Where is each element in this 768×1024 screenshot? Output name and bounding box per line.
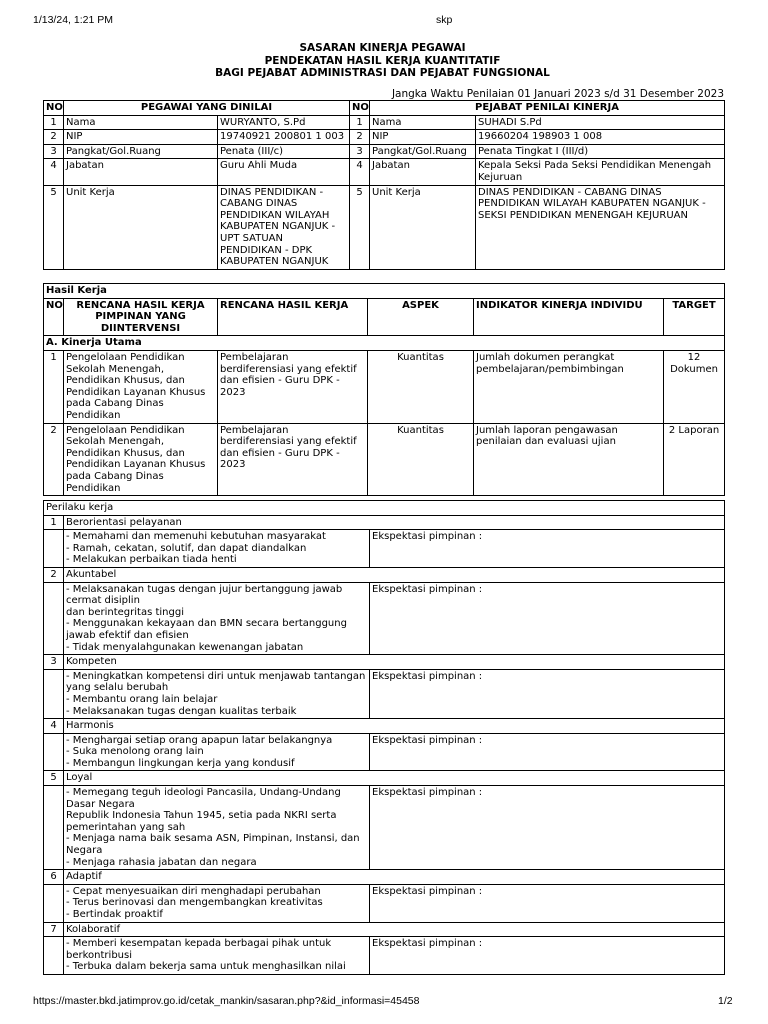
rhk-pimpinan-cell: Pengelolaan Pendidikan Sekolah Menengah, Pendidikan Khusus, dan Pendidikan Layanan Khusus pada Cabang Dinas Pendidikan <box>64 423 218 496</box>
col-no: NO <box>44 298 64 336</box>
assessment-period: Jangka Waktu Penilaian 01 Januari 2023 s/d 31 Desember 2023 <box>391 88 724 100</box>
col-indikator: INDIKATOR KINERJA INDIVIDU <box>474 298 664 336</box>
print-timestamp: 1/13/24, 1:21 PM <box>33 14 113 26</box>
penilai-label: Unit Kerja <box>370 185 476 269</box>
aspek-cell: Kuantitas <box>368 350 474 423</box>
empty-cell <box>44 937 64 975</box>
perilaku-description: - Memberi kesempatan kepada berbagai pihak untuk berkontribusi - Terbuka dalam bekerja sama untuk menghasilkan nilai <box>64 937 370 975</box>
perilaku-title-row <box>44 515 725 530</box>
title-line-3: BAGI PEJABAT ADMINISTRASI DAN PEJABAT FUNGSIONAL <box>215 67 550 79</box>
perilaku-detail-row <box>44 786 725 870</box>
row-no: 2 <box>44 567 64 582</box>
target-cell: 2 Laporan <box>664 423 725 496</box>
penilai-label: NIP <box>370 130 476 145</box>
col-target: TARGET <box>664 298 725 336</box>
row-no: 1 <box>44 515 64 530</box>
row-no: 1 <box>44 350 64 423</box>
row-no-2: 1 <box>350 115 370 130</box>
perilaku-title: Akuntabel <box>64 567 725 582</box>
hasil-row <box>44 350 725 423</box>
perilaku-title: Harmonis <box>64 719 725 734</box>
empty-cell <box>44 669 64 718</box>
perilaku-title-row <box>44 567 725 582</box>
ekspektasi-pimpinan: Ekspektasi pimpinan : <box>370 937 725 975</box>
ekspektasi-pimpinan: Ekspektasi pimpinan : <box>370 786 725 870</box>
rhk-cell: Pembelajaran berdiferensiasi yang efektif dan efisien - Guru DPK - 2023 <box>218 350 368 423</box>
perilaku-title: Adaptif <box>64 870 725 885</box>
aspek-cell: Kuantitas <box>368 423 474 496</box>
print-tab-title: skp <box>436 14 453 26</box>
perilaku-detail-row <box>44 733 725 771</box>
pegawai-row <box>44 159 725 185</box>
pegawai-label: Unit Kerja <box>64 185 218 269</box>
empty-cell <box>44 786 64 870</box>
row-no: 1 <box>44 115 64 130</box>
target-cell: 12 Dokumen <box>664 350 725 423</box>
perilaku-title: Kompeten <box>64 655 725 670</box>
col-rhk-pimpinan: RENCANA HASIL KERJA PIMPINAN YANG DIINTERVENSI <box>64 298 218 336</box>
section-hasil-kerja: Hasil Kerja <box>44 284 725 299</box>
col-pegawai-dinilai: PEGAWAI YANG DINILAI <box>64 101 350 116</box>
document-titles <box>40 42 725 80</box>
indikator-cell: Jumlah dokumen perangkat pembelajaran/pembimbingan <box>474 350 664 423</box>
perilaku-description: - Memegang teguh ideologi Pancasila, Undang-Undang Dasar Negara Republik Indonesia Tahun 1945, setia pada NKRI serta pemerintahan yang sah - Menjaga nama baik sesama ASN, Pimpinan, Instansi, dan Negara - Menjaga rahasia jabatan dan negara <box>64 786 370 870</box>
perilaku-detail-row <box>44 582 725 655</box>
hasil-kerja-table <box>43 283 725 496</box>
perilaku-description: - Melaksanakan tugas dengan jujur bertanggung jawab cermat disiplin dan berintegritas tinggi - Menggunakan kekayaan dan BMN secara bertanggung jawab efektif dan efisien - Tidak menyalahgunakan kewenangan jabatan <box>64 582 370 655</box>
penilai-value: Penata Tingkat I (III/d) <box>476 144 725 159</box>
row-no: 3 <box>44 655 64 670</box>
row-no: 6 <box>44 870 64 885</box>
section-perilaku-kerja: Perilaku kerja <box>44 501 725 516</box>
row-no: 4 <box>44 719 64 734</box>
perilaku-detail-row <box>44 937 725 975</box>
ekspektasi-pimpinan: Ekspektasi pimpinan : <box>370 582 725 655</box>
row-no: 2 <box>44 423 64 496</box>
perilaku-description: - Memahami dan memenuhi kebutuhan masyarakat - Ramah, cekatan, solutif, dan dapat diandalkan - Melakukan perbaikan tiada henti <box>64 530 370 568</box>
subsection-kinerja-utama: A. Kinerja Utama <box>44 336 725 351</box>
pegawai-label: Pangkat/Gol.Ruang <box>64 144 218 159</box>
pegawai-label: Nama <box>64 115 218 130</box>
row-no-2: 4 <box>350 159 370 185</box>
pegawai-row <box>44 115 725 130</box>
perilaku-title-row <box>44 771 725 786</box>
ekspektasi-pimpinan: Ekspektasi pimpinan : <box>370 884 725 922</box>
col-rhk: RENCANA HASIL KERJA <box>218 298 368 336</box>
perilaku-detail-row <box>44 530 725 568</box>
perilaku-description: - Cepat menyesuaikan diri menghadapi perubahan - Terus berinovasi dan mengembangkan kreativitas - Bertindak proaktif <box>64 884 370 922</box>
ekspektasi-pimpinan: Ekspektasi pimpinan : <box>370 669 725 718</box>
row-no-2: 5 <box>350 185 370 269</box>
penilai-value: 19660204 198903 1 008 <box>476 130 725 145</box>
pegawai-value: Guru Ahli Muda <box>218 159 350 185</box>
penilai-label: Pangkat/Gol.Ruang <box>370 144 476 159</box>
row-no: 5 <box>44 771 64 786</box>
row-no: 2 <box>44 130 64 145</box>
perilaku-title: Loyal <box>64 771 725 786</box>
perilaku-title-row <box>44 655 725 670</box>
print-url: https://master.bkd.jatimprov.go.id/cetak_mankin/sasaran.php?&id_informasi=45458 <box>33 995 420 1007</box>
print-page-number: 1/2 <box>718 995 733 1007</box>
perilaku-title-row <box>44 922 725 937</box>
pegawai-label: NIP <box>64 130 218 145</box>
hasil-row <box>44 423 725 496</box>
col-aspek: ASPEK <box>368 298 474 336</box>
perilaku-detail-row <box>44 669 725 718</box>
pegawai-row <box>44 130 725 145</box>
pegawai-row <box>44 185 725 269</box>
pegawai-value: DINAS PENDIDIKAN - CABANG DINAS PENDIDIKAN WILAYAH KABUPATEN NGANJUK - UPT SATUAN PENDIDIKAN - DPK KABUPATEN NGANJUK <box>218 185 350 269</box>
perilaku-kerja-table <box>43 500 725 975</box>
empty-cell <box>44 582 64 655</box>
rhk-pimpinan-cell: Pengelolaan Pendidikan Sekolah Menengah, Pendidikan Khusus, dan Pendidikan Layanan Khusus pada Cabang Dinas Pendidikan <box>64 350 218 423</box>
pegawai-value: Penata (III/c) <box>218 144 350 159</box>
row-no: 3 <box>44 144 64 159</box>
row-no: 4 <box>44 159 64 185</box>
indikator-cell: Jumlah laporan pengawasan penilaian dan evaluasi ujian <box>474 423 664 496</box>
perilaku-detail-row <box>44 884 725 922</box>
title-line-2: PENDEKATAN HASIL KERJA KUANTITATIF <box>264 54 501 67</box>
row-no-2: 2 <box>350 130 370 145</box>
col-no-2: NO <box>350 101 370 116</box>
pegawai-value: 19740921 200801 1 003 <box>218 130 350 145</box>
perilaku-title: Berorientasi pelayanan <box>64 515 725 530</box>
col-no: NO <box>44 101 64 116</box>
row-no-2: 3 <box>350 144 370 159</box>
ekspektasi-pimpinan: Ekspektasi pimpinan : <box>370 733 725 771</box>
perilaku-description: - Menghargai setiap orang apapun latar belakangnya - Suka menolong orang lain - Membangun lingkungan kerja yang kondusif <box>64 733 370 771</box>
penilai-value: SUHADI S.Pd <box>476 115 725 130</box>
empty-cell <box>44 530 64 568</box>
pegawai-table <box>43 100 725 270</box>
perilaku-title: Kolaboratif <box>64 922 725 937</box>
rhk-cell: Pembelajaran berdiferensiasi yang efektif dan efisien - Guru DPK - 2023 <box>218 423 368 496</box>
empty-cell <box>44 884 64 922</box>
penilai-value: DINAS PENDIDIKAN - CABANG DINAS PENDIDIKAN WILAYAH KABUPATEN NGANJUK - SEKSI PENDIDIKAN MENENGAH KEJURUAN <box>476 185 725 269</box>
col-pejabat-penilai: PEJABAT PENILAI KINERJA <box>370 101 725 116</box>
penilai-label: Jabatan <box>370 159 476 185</box>
empty-cell <box>44 733 64 771</box>
perilaku-description: - Meningkatkan kompetensi diri untuk menjawab tantangan yang selalu berubah - Membantu orang lain belajar - Melaksanakan tugas dengan kualitas terbaik <box>64 669 370 718</box>
row-no: 5 <box>44 185 64 269</box>
pegawai-value: WURYANTO, S.Pd <box>218 115 350 130</box>
title-line-1: SASARAN KINERJA PEGAWAI <box>299 42 466 54</box>
pegawai-row <box>44 144 725 159</box>
pegawai-label: Jabatan <box>64 159 218 185</box>
perilaku-title-row <box>44 719 725 734</box>
penilai-value: Kepala Seksi Pada Seksi Pendidikan Menengah Kejuruan <box>476 159 725 185</box>
penilai-label: Nama <box>370 115 476 130</box>
row-no: 7 <box>44 922 64 937</box>
perilaku-title-row <box>44 870 725 885</box>
ekspektasi-pimpinan: Ekspektasi pimpinan : <box>370 530 725 568</box>
